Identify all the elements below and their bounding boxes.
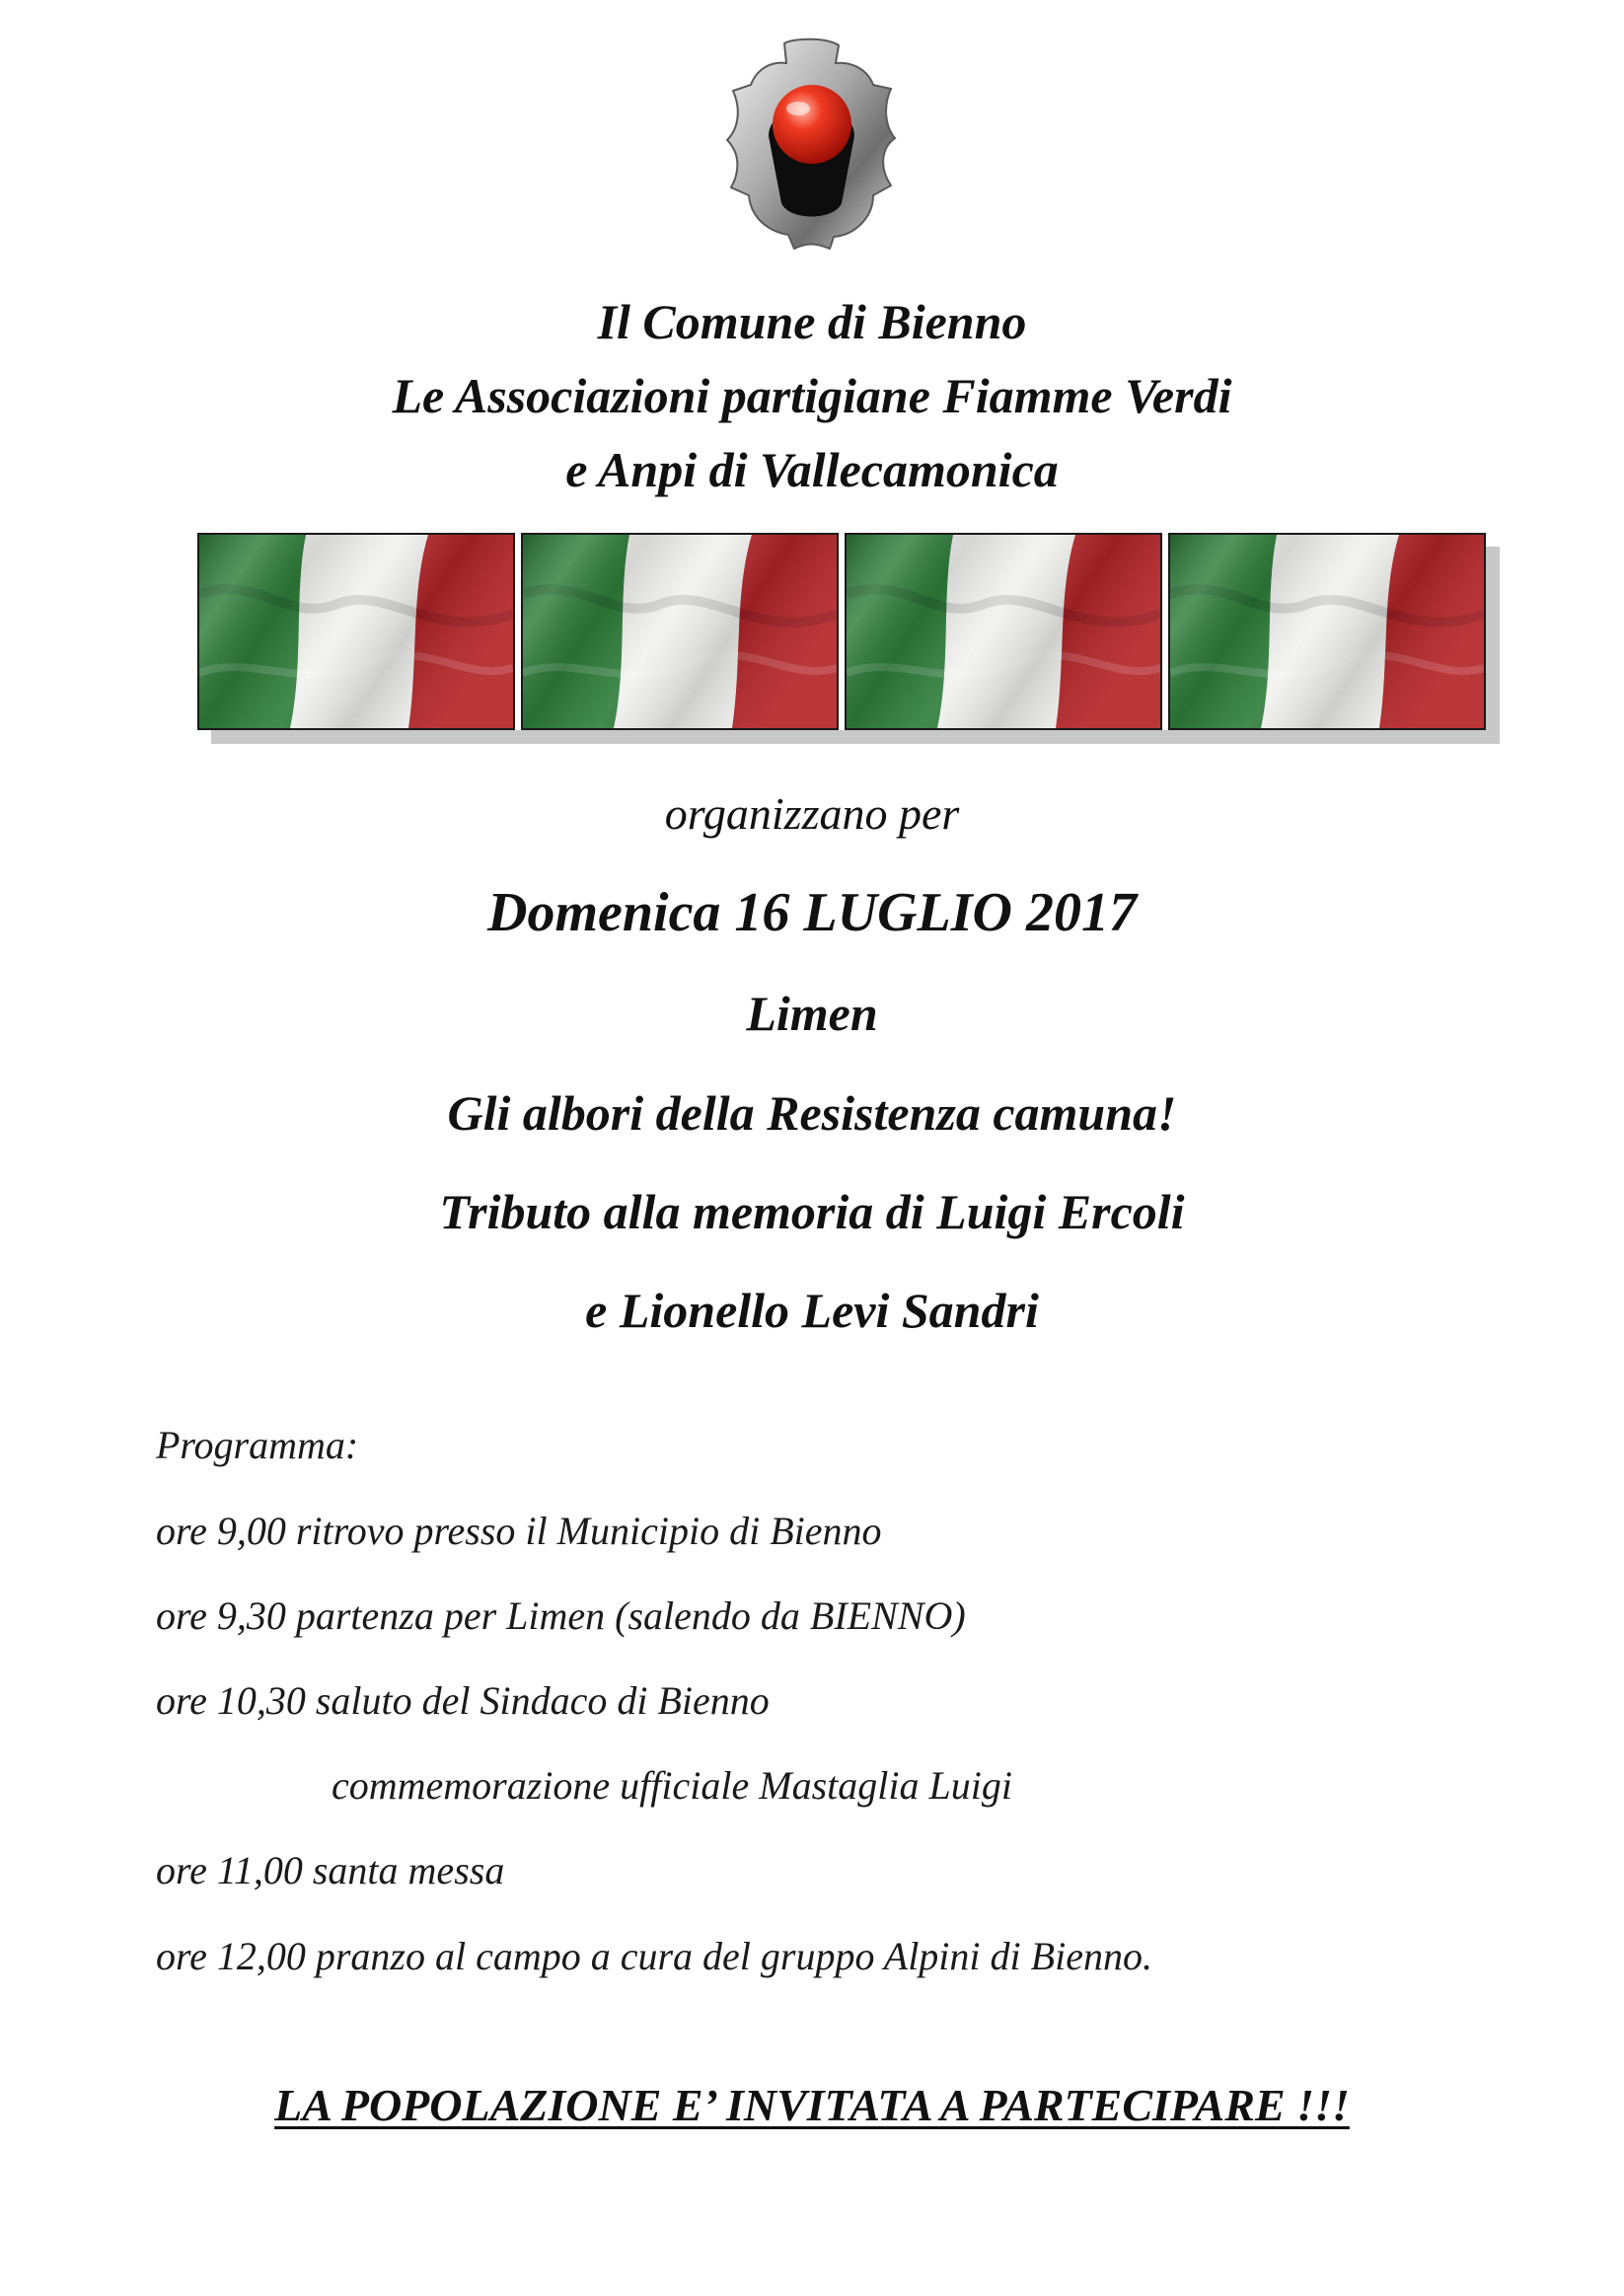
program-item: ore 9,30 partenza per Limen (salendo da BIENNO) — [156, 1593, 966, 1638]
invitation-text: LA POPOLAZIONE E’ INVITATA A PARTECIPARE !!! — [274, 2080, 1350, 2130]
bienno-emblem-icon — [725, 37, 898, 250]
italian-flag-icon — [197, 533, 515, 730]
event-title-line-3: e Lionello Levi Sandri — [585, 1283, 1039, 1338]
event-title-line-1: Gli albori della Resistenza camuna! — [447, 1085, 1177, 1141]
italian-flag-icon — [1168, 533, 1486, 730]
intro-text: organizzano per — [664, 788, 960, 839]
flags-shadow-bottom — [211, 730, 1500, 744]
program-item: ore 12,00 pranzo al campo a cura del gruppo Alpini di Bienno. — [156, 1934, 1152, 1978]
program-item: ore 10,30 saluto del Sindaco di Bienno — [156, 1678, 770, 1723]
italian-flag-icon — [845, 533, 1162, 730]
italian-flags-strip — [197, 533, 1500, 755]
event-place: Limen — [746, 986, 878, 1041]
invitation-banner — [0, 2077, 1624, 2134]
program-label: Programma: — [156, 1423, 359, 1467]
header-line-2: Le Associazioni partigiane Fiamme Verdi — [392, 368, 1232, 423]
program-item: ore 11,00 santa messa — [156, 1848, 505, 1892]
flags-shadow-right — [1486, 547, 1500, 744]
program-item: commemorazione ufficiale Mastaglia Luigi — [332, 1763, 1012, 1808]
italian-flag-icon — [521, 533, 839, 730]
program-item: ore 9,00 ritrovo presso il Municipio di Bienno — [156, 1509, 882, 1553]
header-line-3: e Anpi di Vallecamonica — [565, 442, 1059, 497]
event-title-line-2: Tributo alla memoria di Luigi Ercoli — [439, 1184, 1185, 1239]
event-date: Domenica 16 LUGLIO 2017 — [487, 882, 1137, 943]
header-line-1: Il Comune di Bienno — [597, 294, 1027, 349]
